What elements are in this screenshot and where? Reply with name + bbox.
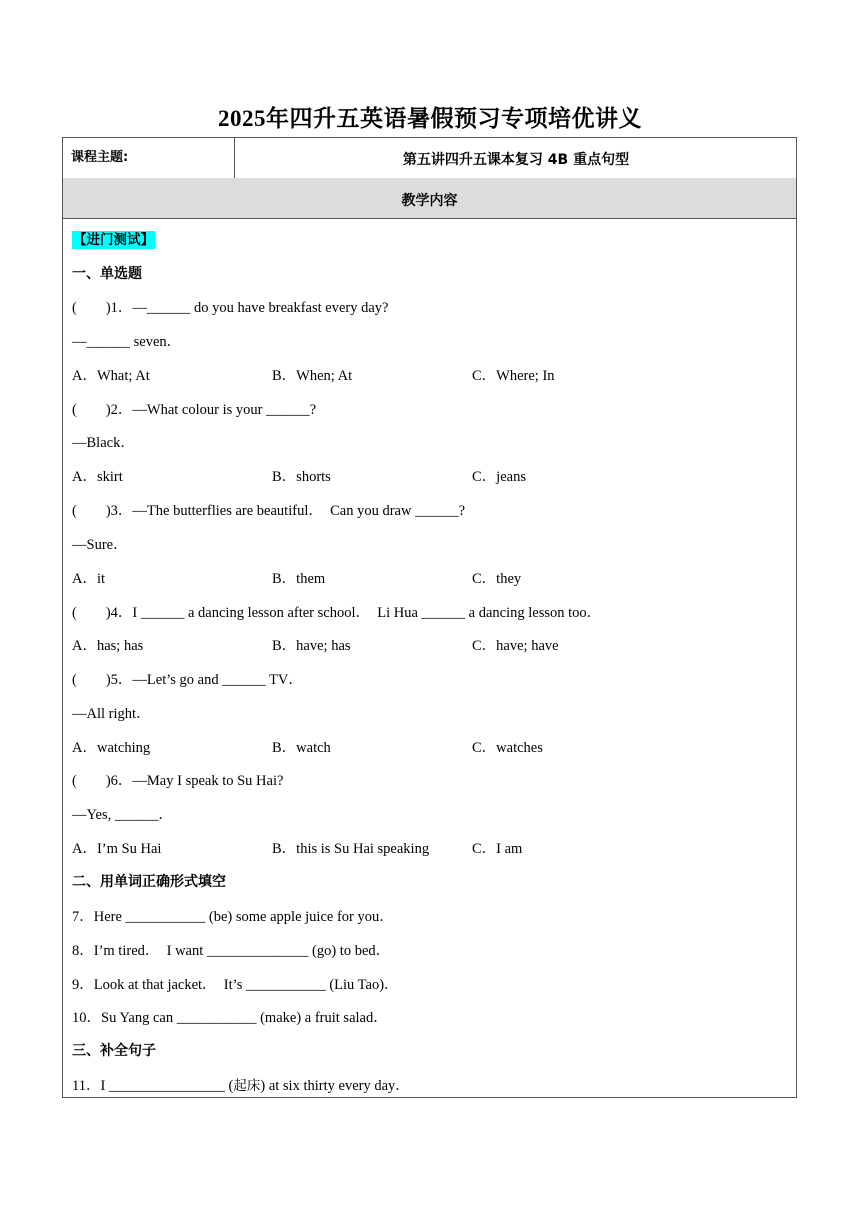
fill-item: 9．Look at that jacket． It’s ___________ (Liu Tao)． <box>72 977 399 993</box>
option-c: C．jeans <box>472 469 526 485</box>
option-c: C．I am <box>472 841 523 857</box>
fill-item: 8．I’m tired． I want ______________ (go) to bed． <box>72 943 391 959</box>
question-stem: ( )6．—May I speak to Su Hai? <box>72 773 284 789</box>
option-b: B．watch <box>272 740 331 756</box>
option-b: B．shorts <box>272 469 331 485</box>
fill-item: 10．Su Yang can ___________ (make) a fruit salad． <box>72 1010 388 1026</box>
option-c: C．watches <box>472 740 543 756</box>
option-c: C．have; have <box>472 638 559 654</box>
option-a: A．I’m Su Hai <box>72 841 162 857</box>
topic-label: 课程主题: <box>63 138 235 178</box>
option-a: A．watching <box>72 740 151 756</box>
topic-value: 第五讲四升五课本复习 4B 重点句型 <box>402 152 630 168</box>
sentence-text: 11．I ________________ ( <box>72 1078 234 1094</box>
question-reply: —Yes, ______． <box>72 807 173 823</box>
question-reply: —Black． <box>72 435 135 451</box>
fill-item: 7．Here ___________ (be) some apple juice for you． <box>72 909 394 925</box>
section-heading: 三、补全句子 <box>72 1043 156 1059</box>
option-c: C．they <box>472 571 522 587</box>
chinese-hint: 起床 <box>233 1078 261 1094</box>
lesson-table <box>62 137 797 1098</box>
sentence-text: ) at six thirty every day． <box>260 1078 410 1094</box>
content-header: 教学内容 <box>63 178 796 219</box>
topic-row <box>63 138 796 179</box>
option-b: B．When; At <box>272 368 353 384</box>
test-tag: 【进门测试】 <box>73 232 154 248</box>
question-reply: —______ seven． <box>72 334 182 350</box>
question-stem: ( )3．—The butterflies are beautiful． Can you draw ______? <box>72 503 466 519</box>
question-reply: —Sure． <box>72 537 128 553</box>
question-stem: ( )4．I ______ a dancing lesson after school． Li Hua ______ a dancing lesson too． <box>72 605 602 621</box>
option-b: B．have; has <box>272 638 351 654</box>
section-heading: 二、用单词正确形式填空 <box>72 874 226 890</box>
option-c: C．Where; In <box>472 368 555 384</box>
option-b: B．this is Su Hai speaking <box>272 841 430 857</box>
sentence-item <box>72 1074 410 1095</box>
section-heading: 一、单选题 <box>72 266 142 282</box>
option-a: A．has; has <box>72 638 144 654</box>
document-title: 2025年四升五英语暑假预习专项培优讲义 <box>218 106 642 131</box>
option-b: B．them <box>272 571 326 587</box>
question-stem: ( )1．—______ do you have breakfast every day? <box>72 300 389 316</box>
question-stem: ( )2．—What colour is your ______? <box>72 402 317 418</box>
option-a: A．What; At <box>72 368 150 384</box>
option-a: A．it <box>72 571 106 587</box>
question-reply: —All right． <box>72 706 151 722</box>
option-a: A．skirt <box>72 469 123 485</box>
question-stem: ( )5．—Let’s go and ______ TV． <box>72 672 303 688</box>
